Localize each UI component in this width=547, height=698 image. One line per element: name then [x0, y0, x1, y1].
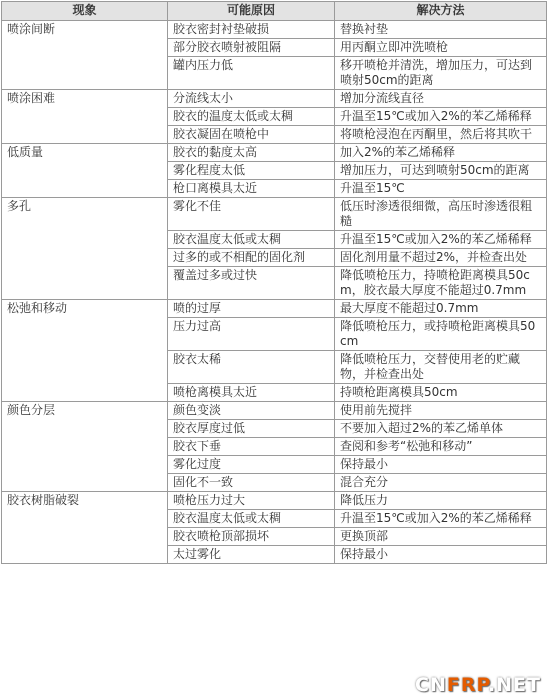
solution-cell: 升温至15℃: [335, 180, 547, 198]
solution-cell: 增加压力，可达到喷射50cm的距离: [335, 162, 547, 180]
cause-cell: 胶衣温度太低或太稠: [168, 231, 335, 249]
phenomenon-cell: 胶衣树脂破裂: [2, 492, 168, 564]
solution-cell: 加入2%的苯乙烯稀释: [335, 144, 547, 162]
phenomenon-cell: 松弛和移动: [2, 300, 168, 402]
cause-cell: 喷的过厚: [168, 300, 335, 318]
solution-cell: 不要加入超过2%的苯乙烯单体: [335, 420, 547, 438]
solution-cell: 更换顶部: [335, 528, 547, 546]
table-row: [2, 144, 547, 162]
solution-cell: 升温至15℃或加入2%的苯乙烯稀释: [335, 108, 547, 126]
cause-cell: 固化不一致: [168, 474, 335, 492]
cause-cell: 胶衣厚度过低: [168, 420, 335, 438]
site-watermark: [415, 674, 541, 696]
solution-cell: 将喷枪浸泡在丙酮里，然后将其吹干: [335, 126, 547, 144]
solution-cell: 混合充分: [335, 474, 547, 492]
solution-cell: 用丙酮立即冲洗喷枪: [335, 39, 547, 57]
cause-cell: 分流线太小: [168, 90, 335, 108]
table-header-row: [2, 2, 547, 21]
cause-cell: 胶衣凝固在喷枪中: [168, 126, 335, 144]
table-row: [2, 90, 547, 108]
solution-cell: 使用前先搅拌: [335, 402, 547, 420]
cause-cell: 部分胶衣喷射被阻隔: [168, 39, 335, 57]
header-phenomenon: 现象: [2, 2, 168, 21]
cause-cell: 覆盖过多或过快: [168, 267, 335, 300]
cause-cell: 罐内压力低: [168, 57, 335, 90]
phenomenon-cell: 喷涂间断: [2, 21, 168, 90]
phenomenon-cell: 颜色分层: [2, 402, 168, 492]
table-row: [2, 402, 547, 420]
cause-cell: 过多的或不相配的固化剂: [168, 249, 335, 267]
cause-cell: 喷枪离模具太近: [168, 384, 335, 402]
table-row: [2, 300, 547, 318]
cause-cell: 雾化不佳: [168, 198, 335, 231]
cause-cell: 雾化过度: [168, 456, 335, 474]
phenomenon-cell: 多孔: [2, 198, 168, 300]
cause-cell: 胶衣温度太低或太稠: [168, 510, 335, 528]
cause-cell: 枪口离模具太近: [168, 180, 335, 198]
cause-cell: 喷枪压力过大: [168, 492, 335, 510]
solution-cell: 降低喷枪压力，交替使用老的贮藏物，并检查出处: [335, 351, 547, 384]
solution-cell: 保持最小: [335, 456, 547, 474]
cause-cell: 颜色变淡: [168, 402, 335, 420]
cause-cell: 胶衣太稀: [168, 351, 335, 384]
watermark-part1: CN: [415, 674, 447, 696]
solution-cell: 移开喷枪并清洗，增加压力，可达到喷射50cm的距离: [335, 57, 547, 90]
solution-cell: 替换衬垫: [335, 21, 547, 39]
watermark-part3: .NET: [487, 674, 541, 696]
cause-cell: 胶衣喷枪顶部损坏: [168, 528, 335, 546]
table-row: [2, 492, 547, 510]
solution-cell: 增加分流线直径: [335, 90, 547, 108]
solution-cell: 升温至15℃或加入2%的苯乙烯稀释: [335, 231, 547, 249]
cause-cell: 胶衣密封衬垫破损: [168, 21, 335, 39]
solution-cell: 升温至15℃或加入2%的苯乙烯稀释: [335, 510, 547, 528]
phenomenon-cell: 低质量: [2, 144, 168, 198]
phenomenon-cell: 喷涂困难: [2, 90, 168, 144]
solution-cell: 固化剂用量不超过2%，并检查出处: [335, 249, 547, 267]
header-solution: 解决方法: [335, 2, 547, 21]
cause-cell: 胶衣的温度太低或太稠: [168, 108, 335, 126]
watermark-part2: FRP: [446, 674, 488, 696]
solution-cell: 低压时渗透很细微，高压时渗透很粗糙: [335, 198, 547, 231]
solution-cell: 降低喷枪压力，持喷枪距离模具50cm，胶衣最大厚度不能超过0.7mm: [335, 267, 547, 300]
solution-cell: 降低喷枪压力，或持喷枪距离模具50cm: [335, 318, 547, 351]
troubleshooting-table: [1, 1, 547, 564]
solution-cell: 降低压力: [335, 492, 547, 510]
table-row: [2, 198, 547, 231]
cause-cell: 胶衣的黏度太高: [168, 144, 335, 162]
table-row: [2, 21, 547, 39]
solution-cell: 保持最小: [335, 546, 547, 564]
header-cause: 可能原因: [168, 2, 335, 21]
cause-cell: 太过雾化: [168, 546, 335, 564]
solution-cell: 最大厚度不能超过0.7mm: [335, 300, 547, 318]
cause-cell: 压力过高: [168, 318, 335, 351]
solution-cell: 持喷枪距离模具50cm: [335, 384, 547, 402]
solution-cell: 查阅和参考“松弛和移动”: [335, 438, 547, 456]
cause-cell: 雾化程度太低: [168, 162, 335, 180]
cause-cell: 胶衣下垂: [168, 438, 335, 456]
